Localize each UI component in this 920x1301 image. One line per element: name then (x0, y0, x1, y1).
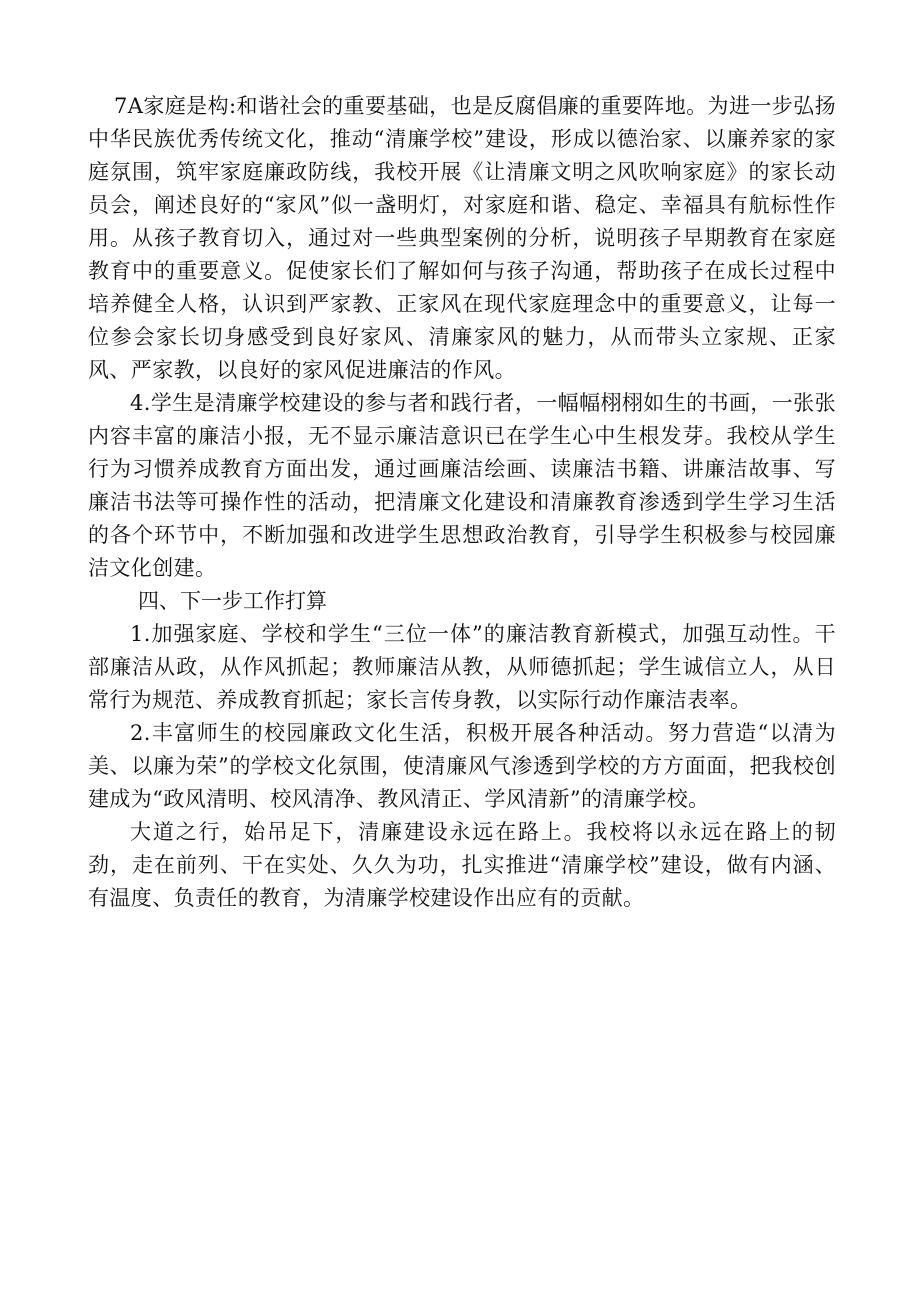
paragraph-family-education: 7A家庭是构:和谐社会的重要基础，也是反腐倡廉的重要阵地。为进一步弘扬中华民族优秀传统文化，推动“清廉学校”建设，形成以德治家、以廉养家的家庭氛围，筑牢家庭廉政防线，我校开展《让清廉文明之风吹响家庭》的家长动员会，阐述良好的“家风”似一盏明灯，对家庭和谐、稳定、幸福具有航标性作用。从孩子教育切入，通过对一些典型案例的分析，说明孩子早期教育在家庭教育中的重要意义。促使家长们了解如何与孩子沟通，帮助孩子在成长过程中培养健全人格，认识到严家教、正家风在现代家庭理念中的重要意义，让每一位参会家长切身感受到良好家风、清廉家风的魅力，从而带头立家规、正家风、严家教，以良好的家风促进廉洁的作风。 (88, 94, 836, 382)
document-page (88, 90, 836, 915)
section-heading-next-steps: 四、下一步工作打算 (138, 589, 327, 613)
paragraph-item-2: 2.丰富师生的校园廉政文化生活，积极开展各种活动。努力营造“以清为美、以廉为荣”的学校文化氛围，使清廉风气渗透到学校的方方面面，把我校创建成为“政风清明、校风清净、教风清正、学风清新”的清廉学校。 (88, 721, 836, 811)
paragraph-conclusion: 大道之行，始吊足下，清廉建设永远在路上。我校将以永远在路上的韧劲，走在前列、干在实处、久久为功，扎实推进“清廉学校”建设，做有内涵、有温度、负责任的教育，为清廉学校建设作出应有的贡献。 (88, 820, 836, 910)
paragraph-item-1: 1.加强家庭、学校和学生“三位一体”的廉洁教育新模式，加强互动性。干部廉洁从政，从作风抓起；教师廉洁从教，从师德抓起；学生诚信立人，从日常行为规范、养成教育抓起；家长言传身教，以实际行动作廉洁表率。 (88, 622, 836, 712)
paragraph-student-participation: 4.学生是清廉学校建设的参与者和践行者，一幅幅栩栩如生的书画，一张张内容丰富的廉洁小报，无不显示廉洁意识已在学生心中生根发芽。我校从学生行为习惯养成教育方面出发，通过画廉洁绘画、读廉洁书籍、讲廉洁故事、写廉洁书法等可操作性的活动，把清廉文化建设和清廉教育渗透到学生学习生活的各个环节中，不断加强和改进学生思想政治教育，引导学生积极参与校园廉洁文化创建。 (88, 391, 836, 580)
